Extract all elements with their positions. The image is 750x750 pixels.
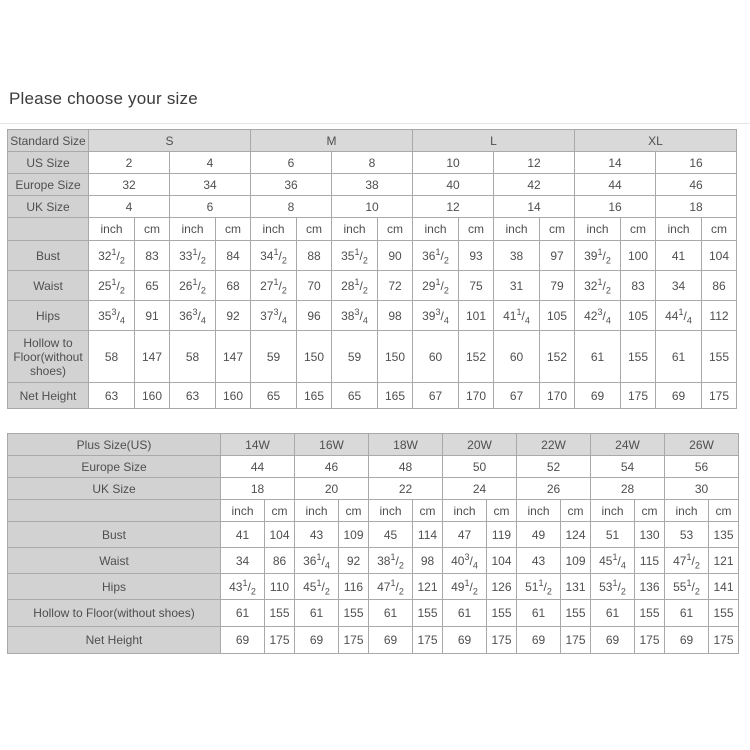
table-row bbox=[8, 241, 737, 271]
size-cell: L bbox=[413, 130, 575, 152]
measurement-cell: 84 bbox=[216, 241, 251, 271]
size-cell: 30 bbox=[665, 478, 739, 500]
size-cell: 18 bbox=[656, 196, 737, 218]
measurement-cell: 121 bbox=[709, 548, 739, 574]
size-cell: 24 bbox=[443, 478, 517, 500]
row-label-cell: Europe Size bbox=[8, 456, 221, 478]
plus-size-table bbox=[7, 433, 739, 654]
unit-cell: cm bbox=[297, 218, 332, 241]
row-label-cell: Waist bbox=[8, 271, 89, 301]
measurement-cell: 104 bbox=[487, 548, 517, 574]
measurement-cell: 34 bbox=[656, 271, 702, 301]
measurement-cell: 150 bbox=[297, 331, 332, 383]
size-cell: 8 bbox=[332, 152, 413, 174]
measurement-cell: $45^1/_4$ bbox=[591, 548, 635, 574]
measurement-cell: 115 bbox=[635, 548, 665, 574]
measurement-cell: 69 bbox=[221, 627, 265, 654]
measurement-cell: 69 bbox=[575, 383, 621, 409]
unit-cell: cm bbox=[561, 500, 591, 522]
measurement-cell: 92 bbox=[216, 301, 251, 331]
measurement-cell: 67 bbox=[413, 383, 459, 409]
unit-row-label-cell bbox=[8, 218, 89, 241]
measurement-cell: 43 bbox=[517, 548, 561, 574]
size-cell: 26 bbox=[517, 478, 591, 500]
unit-cell: cm bbox=[487, 500, 517, 522]
measurement-cell: 96 bbox=[297, 301, 332, 331]
measurement-cell: 160 bbox=[216, 383, 251, 409]
size-cell: 8 bbox=[251, 196, 332, 218]
measurement-cell: 38 bbox=[494, 241, 540, 271]
measurement-cell: 160 bbox=[135, 383, 170, 409]
unit-cell: cm bbox=[378, 218, 413, 241]
unit-cell: cm bbox=[635, 500, 665, 522]
table-row bbox=[8, 196, 737, 218]
measurement-cell: 109 bbox=[561, 548, 591, 574]
size-cell: 4 bbox=[89, 196, 170, 218]
measurement-cell: 47 bbox=[443, 522, 487, 548]
size-cell: 14 bbox=[575, 152, 656, 174]
size-cell: 10 bbox=[413, 152, 494, 174]
size-cell: 10 bbox=[332, 196, 413, 218]
measurement-cell: 61 bbox=[665, 600, 709, 627]
measurement-cell: 41 bbox=[656, 241, 702, 271]
measurement-cell: 175 bbox=[702, 383, 737, 409]
measurement-cell: 114 bbox=[413, 522, 443, 548]
measurement-cell: $47^1/_2$ bbox=[665, 548, 709, 574]
unit-cell: inch bbox=[295, 500, 339, 522]
measurement-cell: 69 bbox=[443, 627, 487, 654]
measurement-cell: 152 bbox=[459, 331, 494, 383]
measurement-cell: 45 bbox=[369, 522, 413, 548]
measurement-cell: 109 bbox=[339, 522, 369, 548]
measurement-cell: 165 bbox=[378, 383, 413, 409]
size-cell: 28 bbox=[591, 478, 665, 500]
measurement-cell: 86 bbox=[265, 548, 295, 574]
measurement-cell: 65 bbox=[251, 383, 297, 409]
measurement-cell: 175 bbox=[561, 627, 591, 654]
measurement-cell: 175 bbox=[621, 383, 656, 409]
unit-cell: cm bbox=[459, 218, 494, 241]
measurement-cell: 91 bbox=[135, 301, 170, 331]
measurement-cell: 61 bbox=[443, 600, 487, 627]
measurement-cell: 98 bbox=[378, 301, 413, 331]
size-cell: S bbox=[89, 130, 251, 152]
table-row bbox=[8, 478, 739, 500]
unit-cell: inch bbox=[251, 218, 297, 241]
measurement-cell: 69 bbox=[517, 627, 561, 654]
measurement-cell: 61 bbox=[369, 600, 413, 627]
measurement-cell: 68 bbox=[216, 271, 251, 301]
measurement-cell: $34^1/_2$ bbox=[251, 241, 297, 271]
measurement-cell: 86 bbox=[702, 271, 737, 301]
table-row bbox=[8, 331, 737, 383]
size-cell: M bbox=[251, 130, 413, 152]
measurement-cell: 155 bbox=[635, 600, 665, 627]
row-label-cell: Standard Size bbox=[8, 130, 89, 152]
unit-cell: inch bbox=[494, 218, 540, 241]
measurement-cell: $42^3/_4$ bbox=[575, 301, 621, 331]
table-row bbox=[8, 152, 737, 174]
measurement-cell: 105 bbox=[621, 301, 656, 331]
measurement-cell: 65 bbox=[332, 383, 378, 409]
row-label-cell: Bust bbox=[8, 241, 89, 271]
page-title: Please choose your size bbox=[9, 89, 198, 108]
measurement-cell: $35^1/_2$ bbox=[332, 241, 378, 271]
row-label-cell: Hips bbox=[8, 574, 221, 600]
measurement-cell: 58 bbox=[89, 331, 135, 383]
measurement-cell: $32^1/_2$ bbox=[575, 271, 621, 301]
measurement-cell: 175 bbox=[709, 627, 739, 654]
unit-cell: cm bbox=[135, 218, 170, 241]
unit-cell: inch bbox=[591, 500, 635, 522]
measurement-cell: 175 bbox=[487, 627, 517, 654]
table-row bbox=[8, 548, 739, 574]
measurement-cell: $45^1/_2$ bbox=[295, 574, 339, 600]
row-label-cell: US Size bbox=[8, 152, 89, 174]
measurement-cell: 124 bbox=[561, 522, 591, 548]
measurement-cell: $35^3/_4$ bbox=[89, 301, 135, 331]
measurement-cell: 136 bbox=[635, 574, 665, 600]
measurement-cell: 79 bbox=[540, 271, 575, 301]
measurement-cell: 97 bbox=[540, 241, 575, 271]
measurement-cell: 49 bbox=[517, 522, 561, 548]
table-row bbox=[8, 600, 739, 627]
measurement-cell: $53^1/_2$ bbox=[591, 574, 635, 600]
row-label-cell: Hollow to Floor(without shoes) bbox=[8, 600, 221, 627]
size-cell: XL bbox=[575, 130, 737, 152]
row-label-cell: UK Size bbox=[8, 196, 89, 218]
measurement-cell: 59 bbox=[332, 331, 378, 383]
size-cell: 32 bbox=[89, 174, 170, 196]
measurement-cell: 92 bbox=[339, 548, 369, 574]
measurement-cell: 34 bbox=[221, 548, 265, 574]
measurement-cell: 93 bbox=[459, 241, 494, 271]
measurement-cell: 61 bbox=[656, 331, 702, 383]
measurement-cell: 110 bbox=[265, 574, 295, 600]
measurement-cell: 51 bbox=[591, 522, 635, 548]
size-cell: 34 bbox=[170, 174, 251, 196]
measurement-cell: $28^1/_2$ bbox=[332, 271, 378, 301]
measurement-cell: $41^1/_4$ bbox=[494, 301, 540, 331]
measurement-cell: $51^1/_2$ bbox=[517, 574, 561, 600]
measurement-cell: 90 bbox=[378, 241, 413, 271]
size-cell: 40 bbox=[413, 174, 494, 196]
measurement-cell: $25^1/_2$ bbox=[89, 271, 135, 301]
unit-cell: cm bbox=[413, 500, 443, 522]
size-cell: 6 bbox=[170, 196, 251, 218]
size-cell: 16 bbox=[656, 152, 737, 174]
unit-cell: cm bbox=[709, 500, 739, 522]
measurement-cell: 165 bbox=[297, 383, 332, 409]
unit-cell: inch bbox=[665, 500, 709, 522]
row-label-cell: Hips bbox=[8, 301, 89, 331]
size-cell: 44 bbox=[575, 174, 656, 196]
row-label-cell: Hollow to Floor(without shoes) bbox=[8, 331, 89, 383]
measurement-cell: 69 bbox=[369, 627, 413, 654]
measurement-cell: 75 bbox=[459, 271, 494, 301]
row-label-cell: Plus Size(US) bbox=[8, 434, 221, 456]
measurement-cell: 147 bbox=[216, 331, 251, 383]
size-cell: 24W bbox=[591, 434, 665, 456]
size-cell: 18 bbox=[221, 478, 295, 500]
table-row bbox=[8, 383, 737, 409]
measurement-cell: 61 bbox=[591, 600, 635, 627]
table-row bbox=[8, 456, 739, 478]
measurement-cell: 61 bbox=[575, 331, 621, 383]
measurement-cell: 155 bbox=[561, 600, 591, 627]
unit-cell: cm bbox=[540, 218, 575, 241]
measurement-cell: 61 bbox=[295, 600, 339, 627]
title-divider bbox=[0, 123, 750, 124]
size-cell: 52 bbox=[517, 456, 591, 478]
measurement-cell: 126 bbox=[487, 574, 517, 600]
measurement-cell: 88 bbox=[297, 241, 332, 271]
measurement-cell: 155 bbox=[339, 600, 369, 627]
measurement-cell: 61 bbox=[221, 600, 265, 627]
row-label-cell: Waist bbox=[8, 548, 221, 574]
measurement-cell: $55^1/_2$ bbox=[665, 574, 709, 600]
measurement-cell: 61 bbox=[517, 600, 561, 627]
size-cell: 16 bbox=[575, 196, 656, 218]
measurement-cell: 150 bbox=[378, 331, 413, 383]
measurement-cell: 69 bbox=[295, 627, 339, 654]
measurement-cell: 41 bbox=[221, 522, 265, 548]
measurement-cell: 98 bbox=[413, 548, 443, 574]
measurement-cell: 116 bbox=[339, 574, 369, 600]
table-row bbox=[8, 174, 737, 196]
measurement-cell: 60 bbox=[413, 331, 459, 383]
table-row bbox=[8, 218, 737, 241]
size-cell: 14 bbox=[494, 196, 575, 218]
measurement-cell: 155 bbox=[487, 600, 517, 627]
measurement-cell: 131 bbox=[561, 574, 591, 600]
measurement-cell: $38^1/_2$ bbox=[369, 548, 413, 574]
unit-cell: inch bbox=[89, 218, 135, 241]
measurement-cell: 175 bbox=[265, 627, 295, 654]
measurement-cell: $39^3/_4$ bbox=[413, 301, 459, 331]
table-row bbox=[8, 130, 737, 152]
measurement-cell: 155 bbox=[702, 331, 737, 383]
size-cell: 14W bbox=[221, 434, 295, 456]
size-cell: 2 bbox=[89, 152, 170, 174]
measurement-cell: 83 bbox=[135, 241, 170, 271]
size-cell: 6 bbox=[251, 152, 332, 174]
measurement-cell: 175 bbox=[635, 627, 665, 654]
measurement-cell: $32^1/_2$ bbox=[89, 241, 135, 271]
row-label-cell: Europe Size bbox=[8, 174, 89, 196]
measurement-cell: 72 bbox=[378, 271, 413, 301]
measurement-cell: $37^3/_4$ bbox=[251, 301, 297, 331]
size-cell: 44 bbox=[221, 456, 295, 478]
unit-cell: cm bbox=[702, 218, 737, 241]
measurement-cell: 53 bbox=[665, 522, 709, 548]
measurement-cell: 147 bbox=[135, 331, 170, 383]
measurement-cell: 65 bbox=[135, 271, 170, 301]
measurement-cell: 155 bbox=[413, 600, 443, 627]
size-cell: 56 bbox=[665, 456, 739, 478]
measurement-cell: 121 bbox=[413, 574, 443, 600]
size-cell: 46 bbox=[656, 174, 737, 196]
unit-cell: inch bbox=[332, 218, 378, 241]
measurement-cell: $26^1/_2$ bbox=[170, 271, 216, 301]
unit-cell: inch bbox=[413, 218, 459, 241]
size-cell: 48 bbox=[369, 456, 443, 478]
table-row bbox=[8, 522, 739, 548]
table-row bbox=[8, 627, 739, 654]
table-row bbox=[8, 574, 739, 600]
measurement-cell: $44^1/_4$ bbox=[656, 301, 702, 331]
size-cell: 12 bbox=[413, 196, 494, 218]
measurement-cell: 63 bbox=[89, 383, 135, 409]
row-label-cell: Net Height bbox=[8, 627, 221, 654]
size-cell: 50 bbox=[443, 456, 517, 478]
unit-cell: cm bbox=[265, 500, 295, 522]
unit-cell: cm bbox=[339, 500, 369, 522]
measurement-cell: 63 bbox=[170, 383, 216, 409]
unit-cell: cm bbox=[621, 218, 656, 241]
measurement-cell: 104 bbox=[265, 522, 295, 548]
measurement-cell: $36^1/_4$ bbox=[295, 548, 339, 574]
measurement-cell: 105 bbox=[540, 301, 575, 331]
size-cell: 22W bbox=[517, 434, 591, 456]
measurement-cell: 31 bbox=[494, 271, 540, 301]
size-cell: 4 bbox=[170, 152, 251, 174]
row-label-cell: Net Height bbox=[8, 383, 89, 409]
size-cell: 38 bbox=[332, 174, 413, 196]
unit-cell: cm bbox=[216, 218, 251, 241]
measurement-cell: 67 bbox=[494, 383, 540, 409]
measurement-cell: $38^3/_4$ bbox=[332, 301, 378, 331]
measurement-cell: $33^1/_2$ bbox=[170, 241, 216, 271]
size-cell: 26W bbox=[665, 434, 739, 456]
measurement-cell: $36^3/_4$ bbox=[170, 301, 216, 331]
measurement-cell: 175 bbox=[339, 627, 369, 654]
measurement-cell: 101 bbox=[459, 301, 494, 331]
measurement-cell: 155 bbox=[621, 331, 656, 383]
measurement-cell: 170 bbox=[459, 383, 494, 409]
standard-size-table bbox=[7, 129, 737, 409]
measurement-cell: 155 bbox=[709, 600, 739, 627]
unit-row-label-cell bbox=[8, 500, 221, 522]
unit-cell: inch bbox=[443, 500, 487, 522]
measurement-cell: 155 bbox=[265, 600, 295, 627]
measurement-cell: $49^1/_2$ bbox=[443, 574, 487, 600]
unit-cell: inch bbox=[369, 500, 413, 522]
measurement-cell: $47^1/_2$ bbox=[369, 574, 413, 600]
measurement-cell: 170 bbox=[540, 383, 575, 409]
measurement-cell: 83 bbox=[621, 271, 656, 301]
measurement-cell: 59 bbox=[251, 331, 297, 383]
measurement-cell: $29^1/_2$ bbox=[413, 271, 459, 301]
measurement-cell: $27^1/_2$ bbox=[251, 271, 297, 301]
measurement-cell: 43 bbox=[295, 522, 339, 548]
size-cell: 12 bbox=[494, 152, 575, 174]
size-cell: 16W bbox=[295, 434, 369, 456]
measurement-cell: $40^3/_4$ bbox=[443, 548, 487, 574]
measurement-cell: 58 bbox=[170, 331, 216, 383]
size-cell: 18W bbox=[369, 434, 443, 456]
unit-cell: inch bbox=[221, 500, 265, 522]
size-cell: 54 bbox=[591, 456, 665, 478]
table-row bbox=[8, 500, 739, 522]
measurement-cell: 141 bbox=[709, 574, 739, 600]
measurement-cell: 112 bbox=[702, 301, 737, 331]
row-label-cell: UK Size bbox=[8, 478, 221, 500]
size-cell: 22 bbox=[369, 478, 443, 500]
measurement-cell: 119 bbox=[487, 522, 517, 548]
table-row bbox=[8, 434, 739, 456]
size-cell: 20W bbox=[443, 434, 517, 456]
size-cell: 36 bbox=[251, 174, 332, 196]
size-cell: 46 bbox=[295, 456, 369, 478]
measurement-cell: $43^1/_2$ bbox=[221, 574, 265, 600]
unit-cell: inch bbox=[170, 218, 216, 241]
measurement-cell: 70 bbox=[297, 271, 332, 301]
unit-cell: inch bbox=[656, 218, 702, 241]
row-label-cell: Bust bbox=[8, 522, 221, 548]
measurement-cell: 69 bbox=[665, 627, 709, 654]
table-row bbox=[8, 271, 737, 301]
measurement-cell: 100 bbox=[621, 241, 656, 271]
measurement-cell: 135 bbox=[709, 522, 739, 548]
measurement-cell: $36^1/_2$ bbox=[413, 241, 459, 271]
measurement-cell: 69 bbox=[591, 627, 635, 654]
unit-cell: inch bbox=[575, 218, 621, 241]
measurement-cell: $39^1/_2$ bbox=[575, 241, 621, 271]
size-cell: 20 bbox=[295, 478, 369, 500]
measurement-cell: 60 bbox=[494, 331, 540, 383]
table-row bbox=[8, 301, 737, 331]
size-cell: 42 bbox=[494, 174, 575, 196]
unit-cell: inch bbox=[517, 500, 561, 522]
measurement-cell: 152 bbox=[540, 331, 575, 383]
measurement-cell: 69 bbox=[656, 383, 702, 409]
measurement-cell: 130 bbox=[635, 522, 665, 548]
measurement-cell: 175 bbox=[413, 627, 443, 654]
measurement-cell: 104 bbox=[702, 241, 737, 271]
